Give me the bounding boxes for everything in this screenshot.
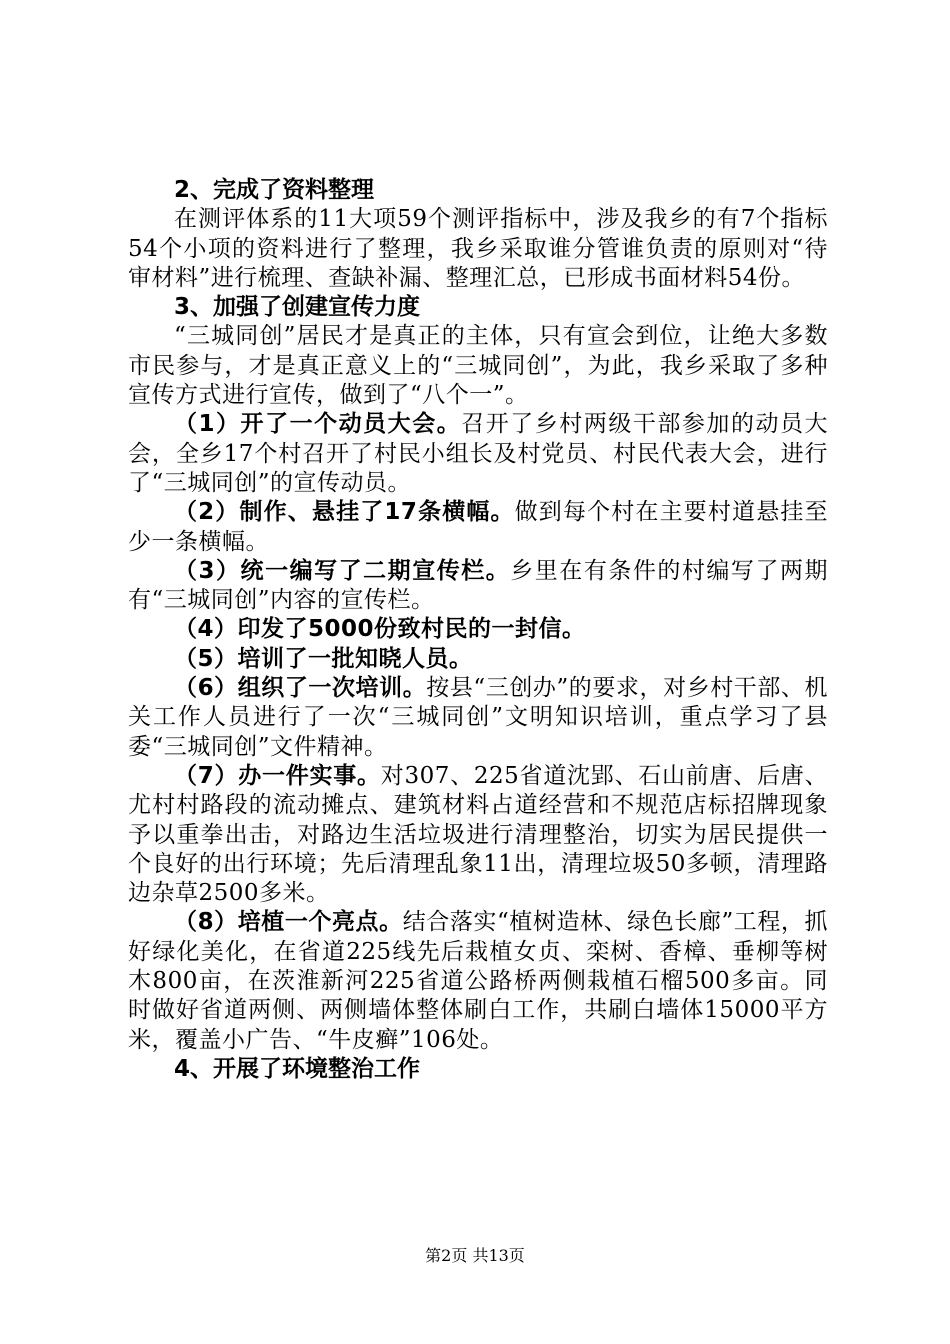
list-item: （5）培训了一批知晓人员。: [174, 645, 473, 672]
list-item: （2）制作、悬挂了17条横幅。做到每个村在主要村道悬挂至少一条横幅。: [128, 499, 828, 555]
paragraph: 在测评体系的11大项59个测评指标中，涉及我乡的有7个指标54个小项的资料进行了整理，我乡采取谁分管谁负责的原则对“待审材料”进行梳理、查缺补漏、整理汇总，已形成书面材料54份。: [128, 206, 828, 291]
document-body: [128, 176, 828, 1084]
list-item: （3）统一编写了二期宣传栏。乡里在有条件的村编写了两期有“三城同创”内容的宣传栏。: [128, 557, 828, 614]
page-footer: 第2页 共13页: [425, 1246, 525, 1265]
paragraph: “三城同创”居民才是真正的主体，只有宣会到位，让绝大多数市民参与，才是真正意义上的“三城同创”，为此，我乡采取了多种宣传方式进行宣传，做到了“八个一”。: [128, 323, 828, 409]
list-item: （7）办一件实事。对307、225省道沈郢、石山前唐、后唐、尤村村路段的流动摊点、建筑材料占道经营和不规范店标招牌现象予以重拳出击，对路边生活垃圾进行清理整治，切实为居民提供一个良好的出行环境；先后清理乱象11出，清理垃圾50多顿，清理路边杂草2500多米。: [128, 762, 828, 907]
list-item: （4）印发了5000份致村民的一封信。: [174, 616, 586, 643]
section-heading: 2、完成了资料整理: [174, 177, 375, 203]
section-heading: 3、加强了创建宣传力度: [174, 294, 421, 321]
list-item: （8）培植一个亮点。结合落实“植树造林、绿色长廊”工程，抓好绿化美化，在省道225线先后栽植女贞、栾树、香樟、垂柳等树木800亩，在茨淮新河225省道公路桥两侧栽植石榴500多亩。同时做好省道两侧、两侧墙体整体刷白工作，共刷白墙体15000平方米，覆盖小广告、“牛皮癣”106处。: [128, 909, 828, 1053]
list-item: （1）开了一个动员大会。召开了乡村两级干部参加的动员大会，全乡17个村召开了村民小组长及村党员、村民代表大会，进行了“三城同创”的宣传动员。: [128, 411, 828, 496]
list-item: （6）组织了一次培训。按县“三创办”的要求，对乡村干部、机关工作人员进行了一次“三城同创”文明知识培训，重点学习了县委“三城同创”文件精神。: [128, 675, 828, 760]
section-heading: 4、开展了环境整治工作: [174, 1055, 421, 1082]
